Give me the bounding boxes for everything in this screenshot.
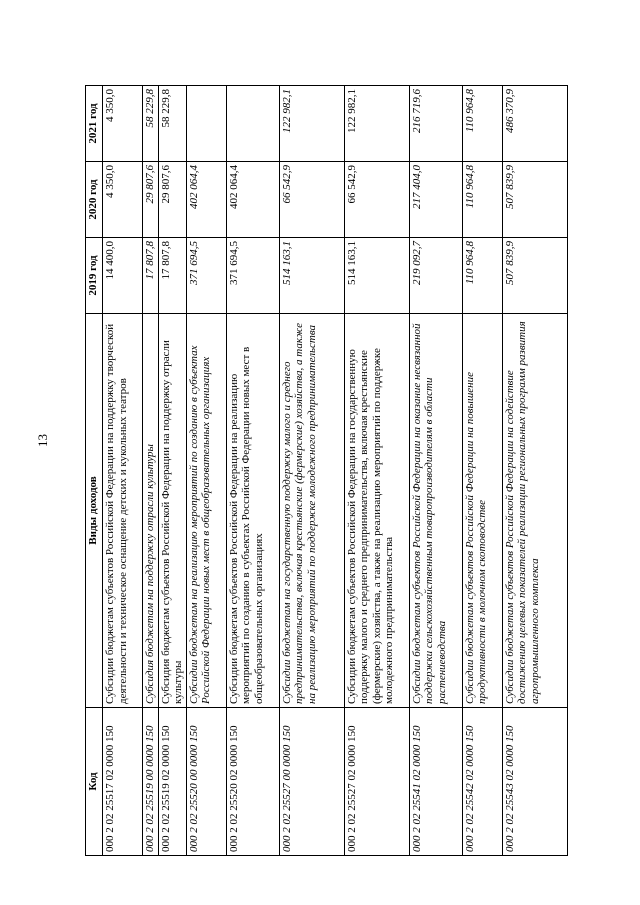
rotated-table-container [85,86,589,856]
table-header-row [86,86,103,856]
row-code: 000 2 02 25541 02 0000 150 [409,708,462,856]
header-name: Виды доходов [86,314,103,708]
row-name: Субсидии бюджетам субъектов Российской Федерации на реализацию мероприятий по созданию в субъектах Российской Федерации новых мест в общеобразовательных организациях [226,314,279,708]
row-name: Субсидии бюджетам субъектов Российской Федерации на оказание несвязанной поддержки сельскохозяйственным товаропроизводителям в области растениеводства [409,314,462,708]
row-name: Субсидии бюджетам субъектов Российской Федерации на государственную поддержку малого и среднего предпринимательства, включая крестьянские (фермерские) хозяйства, а также на реализацию мероприятий по поддержке молодежного предпринимательства [344,314,409,708]
row-name: Субсидия бюджетам на поддержку отрасли культуры [143,314,159,708]
row-name: Субсидия бюджетам субъектов Российской Федерации на поддержку отрасли культуры [158,314,186,708]
row-name: Субсидии бюджетам субъектов Российской Федерации на содействие достижению целевых показателей реализации региональных программ развития агропромышленного комплекса [502,314,567,708]
table-row [226,86,279,856]
row-code: 000 2 02 25543 02 0000 150 [502,708,567,856]
table-row [409,86,462,856]
table-row [158,86,186,856]
row-name: Субсидии бюджетам на реализацию мероприятий по созданию в субъектах Российской Федерации новых мест в общеобразовательных организациях [186,314,226,708]
row-value-2020: 4 350,0 [103,162,143,238]
row-value-2019: 17 807,8 [143,238,159,314]
row-value-2020: 217 404,0 [409,162,462,238]
row-name: Субсидии бюджетам субъектов Российской Федерации на поддержку творческой деятельности и техническое оснащение детских и кукольных театров [103,314,143,708]
row-value-2020: 29 807,6 [158,162,186,238]
row-value-2019: 219 092,7 [409,238,462,314]
row-value-2021: 58 229,8 [143,86,159,162]
table-row [462,86,502,856]
row-value-2020: 66 542,9 [344,162,409,238]
row-value-2021: 216 719,6 [409,86,462,162]
row-value-2019: 371 694,5 [186,238,226,314]
row-value-2019: 14 400,0 [103,238,143,314]
row-value-2020: 66 542,9 [279,162,344,238]
row-value-2020: 507 839,9 [502,162,567,238]
row-value-2019: 17 807,8 [158,238,186,314]
row-code: 000 2 02 25527 00 0000 150 [279,708,344,856]
row-value-2020: 29 807,6 [143,162,159,238]
header-code: Код [86,708,103,856]
row-name: Субсидии бюджетам на государственную поддержку малого и среднего предпринимательства, включая крестьянские (фермерские) хозяйства, а также на реализацию мероприятий по поддержке молодежного предпринимательства [279,314,344,708]
table-row [186,86,226,856]
header-2019: 2019 год [86,238,103,314]
row-value-2021: 122 982,1 [279,86,344,162]
row-value-2021: 58 229,8 [158,86,186,162]
row-value-2019: 507 839,9 [502,238,567,314]
row-value-2021: 110 964,8 [462,86,502,162]
row-code: 000 2 02 25519 00 0000 150 [143,708,159,856]
row-value-2021: 4 350,0 [103,86,143,162]
page-number: 13 [35,434,50,447]
row-code: 000 2 02 25542 02 0000 150 [462,708,502,856]
row-code: 000 2 02 25520 00 0000 150 [186,708,226,856]
row-code: 000 2 02 25520 02 0000 150 [226,708,279,856]
row-code: 000 2 02 25517 02 0000 150 [103,708,143,856]
table-row [103,86,143,856]
row-value-2020: 402 064,4 [186,162,226,238]
row-value-2021 [226,86,279,162]
row-value-2019: 514 163,1 [344,238,409,314]
row-code: 000 2 02 25519 02 0000 150 [158,708,186,856]
table-row [344,86,409,856]
row-code: 000 2 02 25527 02 0000 150 [344,708,409,856]
row-name: Субсидии бюджетам субъектов Российской Федерации на повышение продуктивности в молочном скотоводстве [462,314,502,708]
row-value-2019: 371 694,5 [226,238,279,314]
row-value-2019: 514 163,1 [279,238,344,314]
row-value-2019: 110 964,8 [462,238,502,314]
row-value-2021: 122 982,1 [344,86,409,162]
table-row [279,86,344,856]
row-value-2021 [186,86,226,162]
row-value-2021: 486 370,9 [502,86,567,162]
header-2020: 2020 год [86,162,103,238]
revenue-table [85,85,568,856]
table-row [143,86,159,856]
row-value-2020: 110 964,8 [462,162,502,238]
row-value-2020: 402 064,4 [226,162,279,238]
table-row [502,86,567,856]
header-2021: 2021 год [86,86,103,162]
